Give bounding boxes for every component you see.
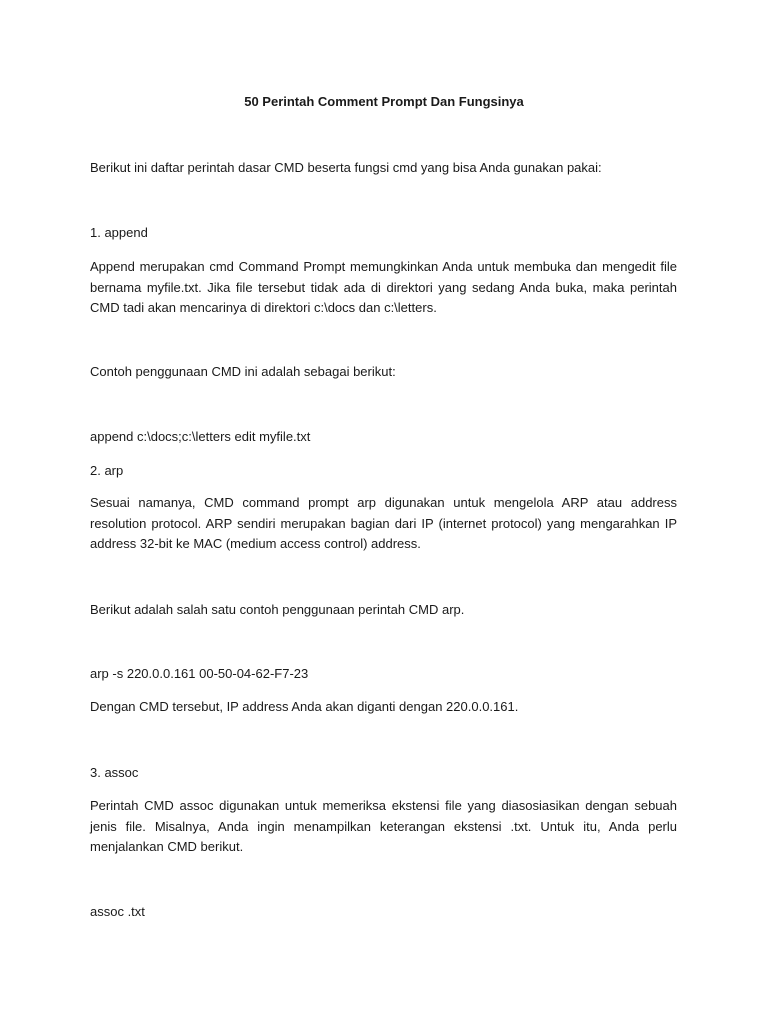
intro-text: Berikut ini daftar perintah dasar CMD beserta fungsi cmd yang bisa Anda gunakan pakai:: [90, 160, 602, 175]
example-code-assoc: assoc .txt: [90, 904, 145, 919]
example-code-arp: arp -s 220.0.0.161 00-50-04-62-F7-23: [90, 666, 309, 681]
section-heading-append: 1. append: [90, 225, 148, 240]
example-intro-arp: Berikut adalah salah satu contoh penggunaan perintah CMD arp.: [90, 602, 465, 617]
section-description-arp: Sesuai namanya, CMD command prompt arp digunakan untuk mengelola ARP atau address resolution protocol. ARP sendiri merupakan bagian dari IP (internet protocol) yang mengarahkan IP address 32-bit ke MAC (medium access control) address.: [90, 495, 677, 551]
example-code-append: append c:\docs;c:\letters edit myfile.txt: [90, 429, 311, 444]
example-intro-append: Contoh penggunaan CMD ini adalah sebagai berikut:: [90, 364, 396, 379]
section-description-assoc: Perintah CMD assoc digunakan untuk memeriksa ekstensi file yang diasosiasikan dengan sebuah jenis file. Misalnya, Anda ingin menampilkan keterangan ekstensi .txt. Untuk itu, Anda perlu menjalankan CMD berikut.: [90, 798, 677, 854]
example-note-arp: Dengan CMD tersebut, IP address Anda akan diganti dengan 220.0.0.161.: [90, 699, 519, 714]
section-description-append: Append merupakan cmd Command Prompt memungkinkan Anda untuk membuka dan mengedit file bernama myfile.txt. Jika file tersebut tidak ada di direktori yang sedang Anda buka, maka perintah CMD tadi akan mencarinya di direktori c:\docs dan c:\letters.: [90, 259, 677, 315]
section-heading-arp: 2. arp: [90, 463, 124, 478]
section-heading-assoc: 3. assoc: [90, 765, 139, 780]
document-title: 50 Perintah Comment Prompt Dan Fungsinya: [244, 94, 524, 109]
